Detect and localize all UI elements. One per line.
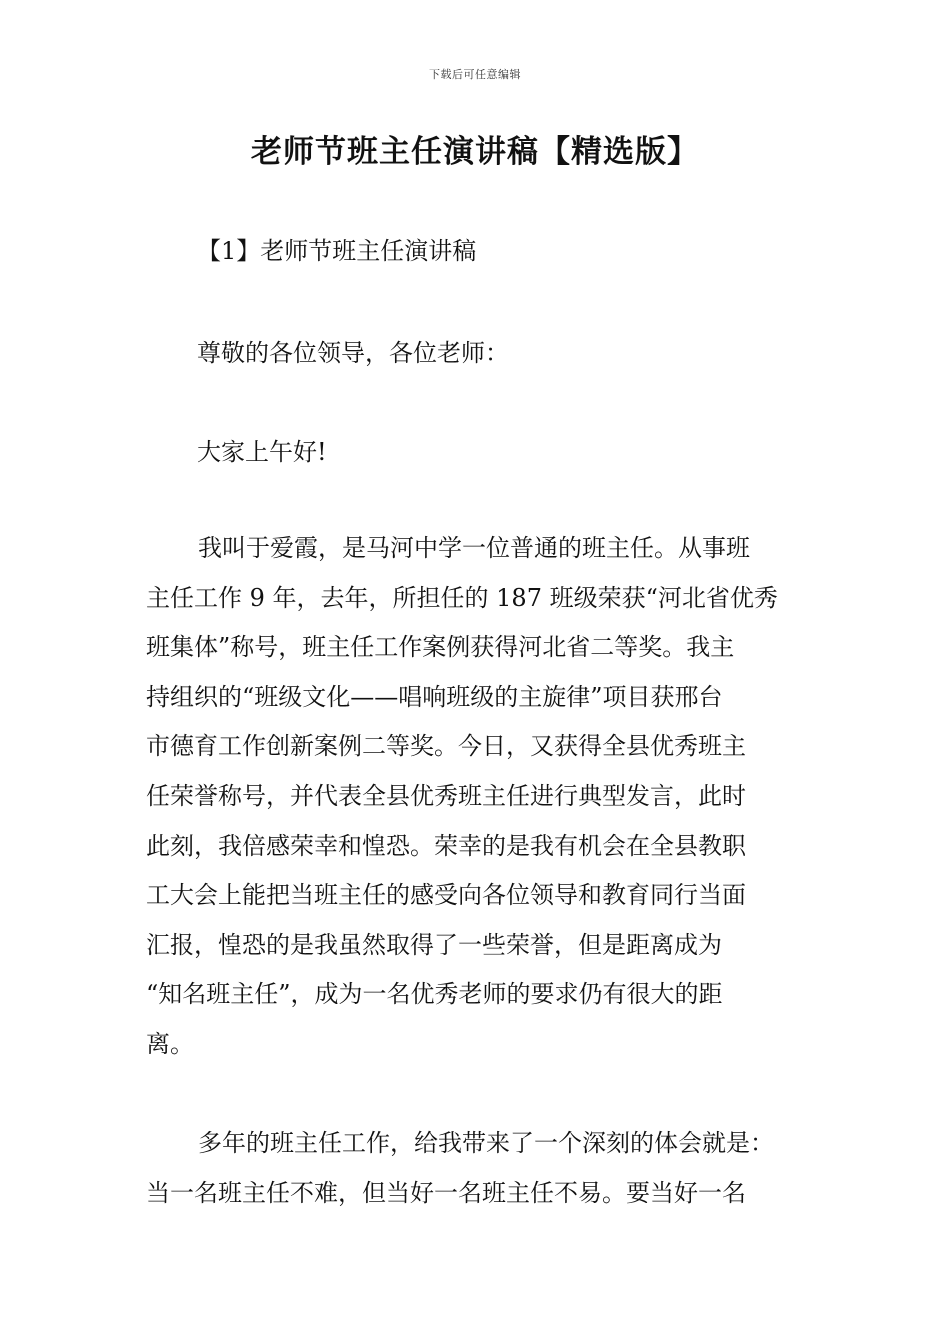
paragraph-line: 离。 [146,1029,194,1058]
salutation: 尊敬的各位领导，各位老师： [197,339,509,367]
paragraph-line: 此刻，我倍感荣幸和惶恐。荣幸的是我有机会在全县教职 [146,831,746,860]
greeting: 大家上午好! [197,438,327,466]
paragraph-line: 班集体”称号，班主任工作案例获得河北省二等奖。我主 [146,633,735,662]
paragraph-line: 汇报，惶恐的是我虽然取得了一些荣誉，但是距离成为 [146,930,722,959]
paragraph-line: 工大会上能把当班主任的感受向各位领导和教育同行当面 [146,881,746,910]
section-heading: 【1】老师节班主任演讲稿 [197,237,477,265]
document-title: 老师节班主任演讲稿【精选版】 [251,134,699,170]
paragraph-line: 主任工作 9 年，去年，所担任的 187 班级荣获“河北省优秀 [146,583,778,612]
paragraph-line: 市德育工作创新案例二等奖。今日，又获得全县优秀班主 [146,732,746,761]
paragraph-line: 当一名班主任不难，但当好一名班主任不易。要当好一名 [146,1178,746,1207]
paragraph-line: 多年的班主任工作，给我带来了一个深刻的体会就是： [198,1129,774,1157]
paragraph-line: 任荣誉称号，并代表全县优秀班主任进行典型发言，此时 [146,781,746,810]
body-paragraph [146,1119,821,1218]
paragraph-line: “知名班主任”，成为一名优秀老师的要求仍有很大的距 [146,980,723,1009]
body-paragraph [146,524,821,1070]
paragraph-line: 我叫于爱霞，是马河中学一位普通的班主任。从事班 [198,534,750,562]
paragraph-line: 持组织的“班级文化——唱响班级的主旋律”项目获邢台 [146,682,723,711]
header-note: 下载后可任意编辑 [429,68,521,81]
